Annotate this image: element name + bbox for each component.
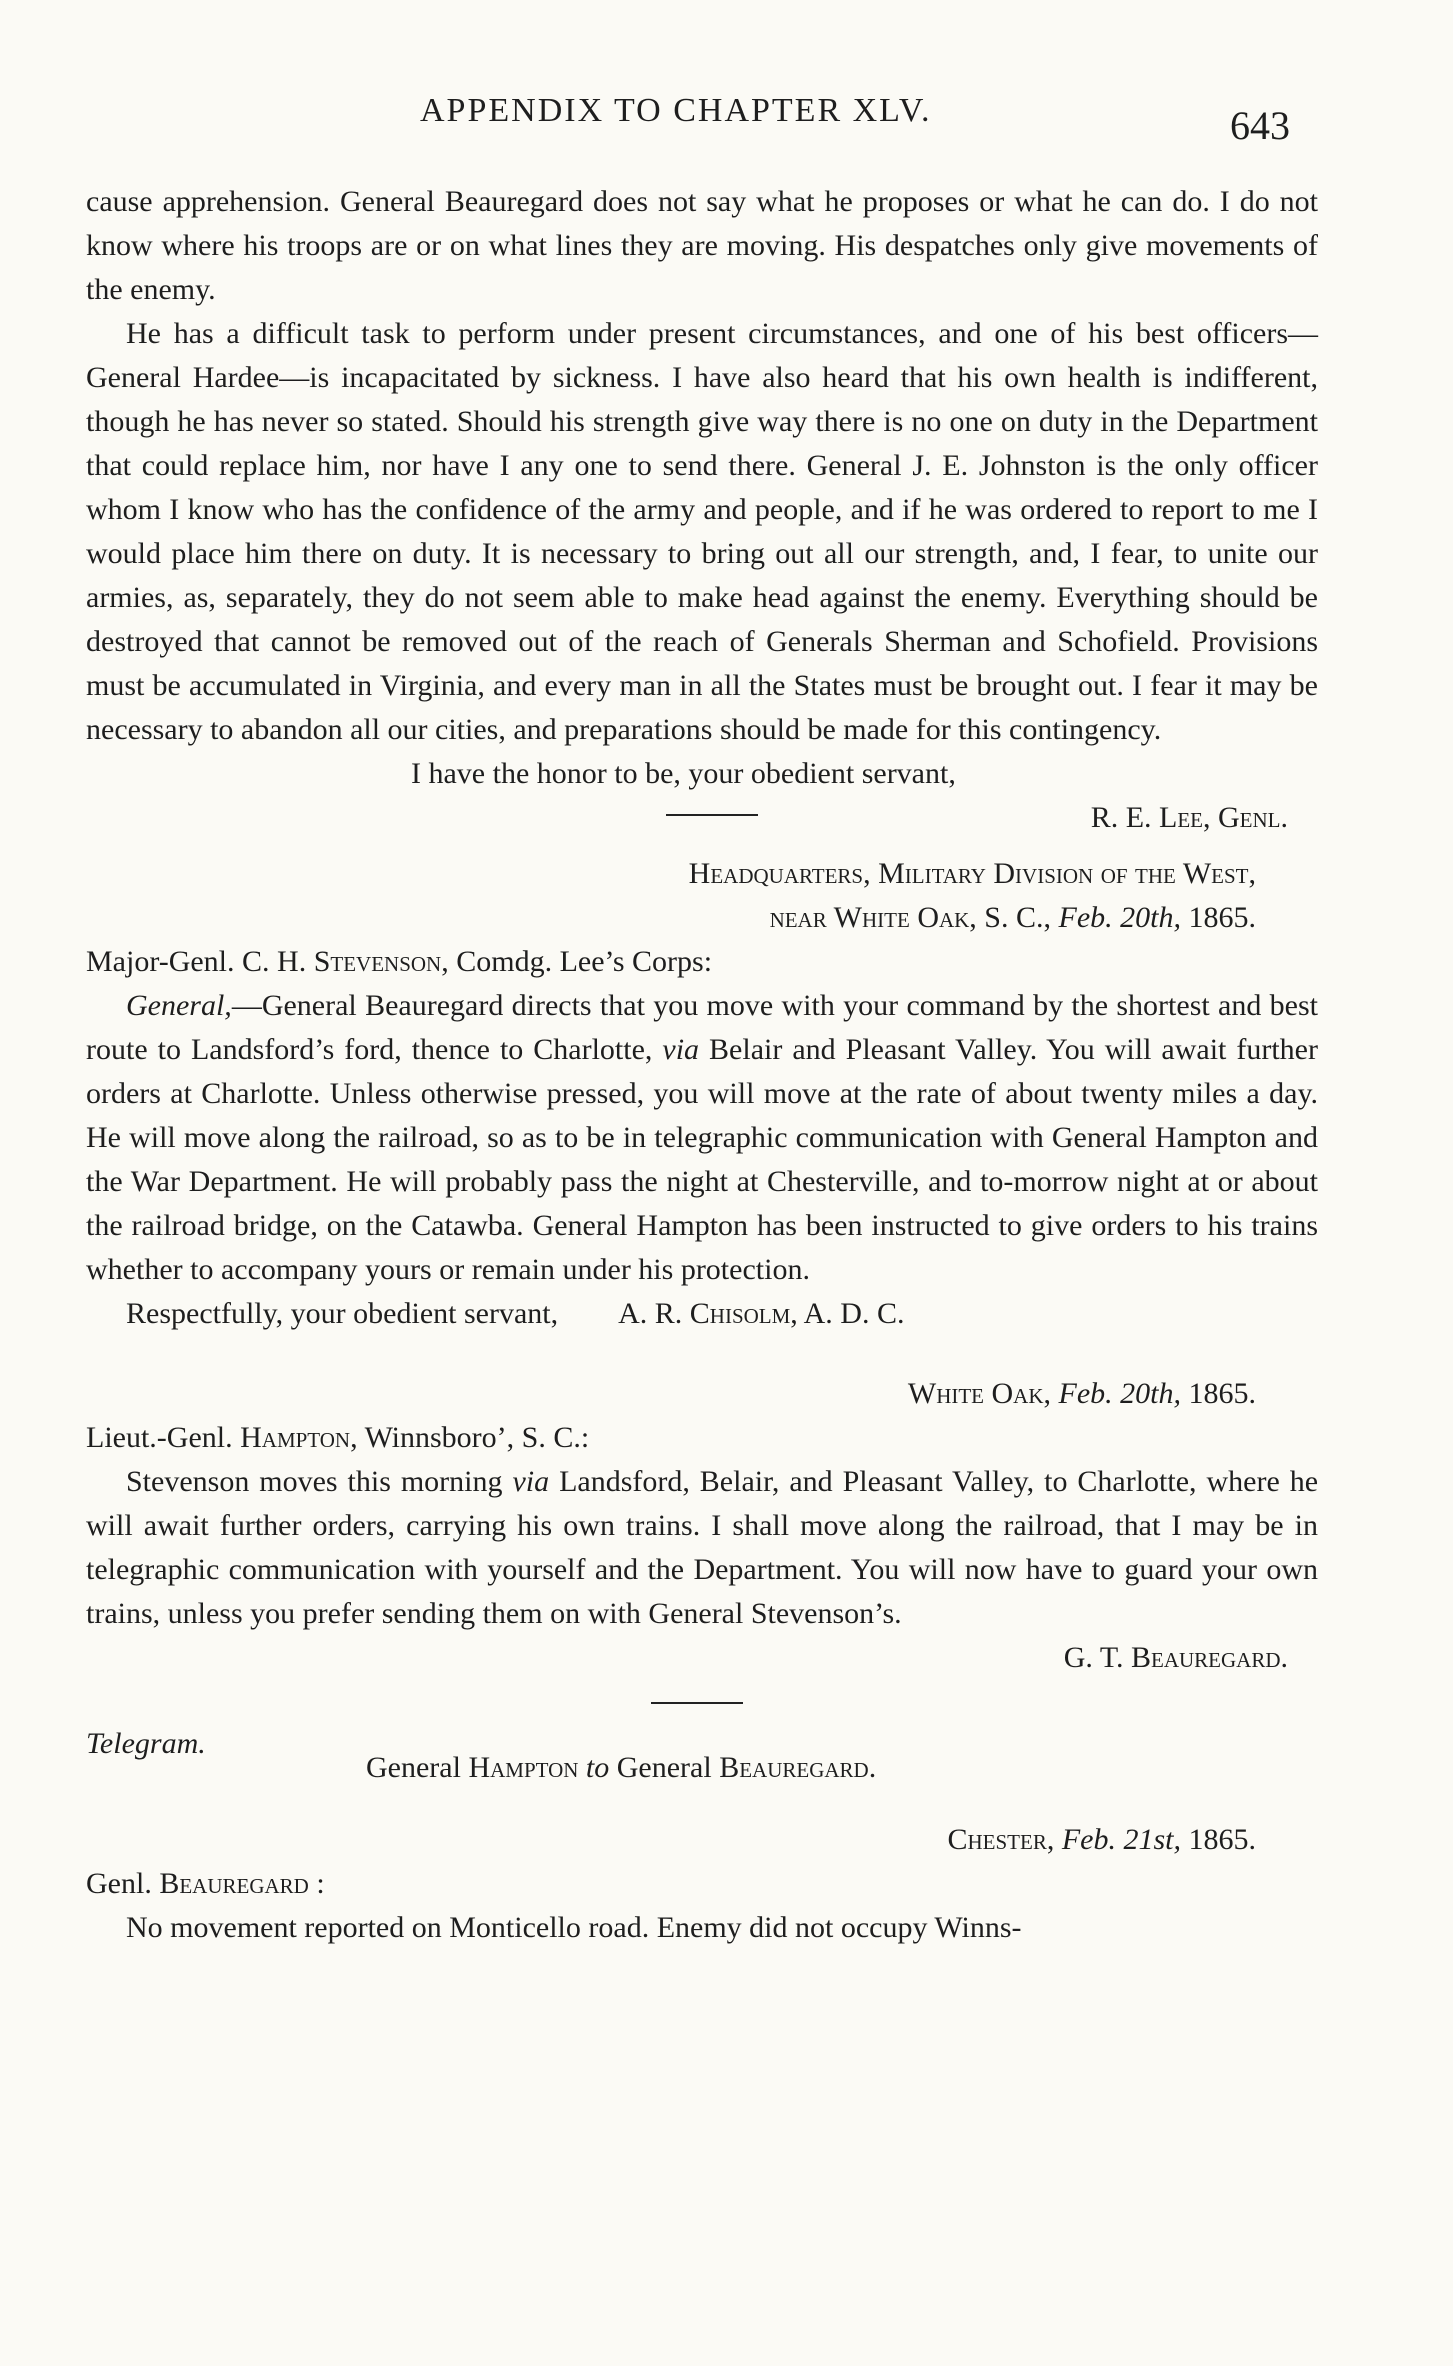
- letter4-heading-date: Feb. 21st,: [1061, 1823, 1181, 1856]
- telegram-title-general2: General: [616, 1751, 712, 1784]
- telegram-label: Telegram.: [86, 1727, 206, 1760]
- letter3-signature-line: [86, 1636, 1318, 1680]
- telegram-title-to-word: to: [585, 1751, 610, 1784]
- letter2-addressee-prefix: Major-Genl. C. H.: [86, 945, 307, 978]
- letter4-heading-place: Chester,: [947, 1823, 1055, 1856]
- letter2-addressee: [86, 940, 1318, 984]
- letter3-body: [86, 1460, 1318, 1636]
- page-number: 643: [1230, 103, 1290, 148]
- letter4-body: No movement reported on Monticello road. Enemy did not occupy Winns-: [126, 1911, 1022, 1944]
- telegram-header: [86, 1722, 1318, 1818]
- letter3-signature: G. T. Beauregard.: [1063, 1641, 1288, 1674]
- telegram-title-general: General: [366, 1751, 461, 1784]
- letter3-via: via: [512, 1465, 550, 1498]
- letter3-body-a: Stevenson moves this morning: [126, 1465, 503, 1498]
- page-body: [86, 180, 1318, 1950]
- letter2-addressee-name: Stevenson,: [313, 945, 449, 978]
- letter2-heading-place: near White Oak, S. C.,: [769, 901, 1052, 934]
- telegram-title-to: Beauregard.: [719, 1751, 877, 1784]
- telegram-title-from: Hampton: [468, 1751, 579, 1784]
- letter2-via: via: [662, 1033, 700, 1066]
- letter3-heading: [86, 1372, 1318, 1416]
- letter4-addressee-name: Beauregard: [159, 1867, 309, 1900]
- letter2-heading-org: Headquarters, Military Division of the West,: [688, 857, 1256, 890]
- letter2-heading-line1: [86, 852, 1318, 896]
- letter3-body-b: Landsford, Belair, and Pleasant Valley, to Charlotte, where he will await further orders, carrying his own trains. I shall move along the railroad, that I may be in telegraphic communication with yourself and the Department. You will now have to guard your own trains, unless you prefer sending them on with General Stevenson’s.: [86, 1465, 1319, 1630]
- letter3-addressee-suffix: Winnsboro’, S. C.:: [364, 1421, 590, 1454]
- page-header: [0, 92, 1453, 152]
- letter4-addressee-suffix: :: [316, 1867, 325, 1900]
- letter3-addressee: [86, 1416, 1318, 1460]
- letter4-addressee: [86, 1862, 1318, 1906]
- letter2-salutation: General,: [126, 989, 232, 1022]
- spacer: [86, 1336, 1318, 1372]
- letter1-paragraph-2: He has a difficult task to perform under present circumstances, and one of his best officers—General Hardee—is incapacitated by sickness. I have also heard that his own health is indifferent, though he has never so stated. Should his strength give way there is no one on duty in the Department that could replace him, nor have I any one to send there. General J. E. Johnston is the only officer whom I know who has the confidence of the army and people, and if he was ordered to report to me I would place him there on duty. It is necessary to bring out all our strength, and, I fear, to unite our armies, as, separately, they do not seem able to make head against the enemy. Everything should be destroyed that cannot be removed out of the reach of Generals Sherman and Schofield. Provisions must be accumulated in Virginia, and every man in all the States must be brought out. I fear it may be necessary to abandon all our cities, and preparations should be made for this contingency.: [86, 317, 1318, 746]
- letter3-heading-year: 1865.: [1188, 1377, 1256, 1410]
- letter3-heading-date: Feb. 20th,: [1058, 1377, 1181, 1410]
- letter1-closing: I have the honor to be, your obedient servant,: [411, 757, 956, 790]
- letter2-heading-year: 1865.: [1188, 901, 1256, 934]
- letter1-paragraph-1: cause apprehension. General Beauregard does not say what he proposes or what he can do. I do not know where his troops are or on what lines they are moving. His despatches only give movements of the enemy.: [86, 185, 1318, 306]
- letter2-body-a: —General Beauregard directs that you move with your command by the shortest and best route to Landsford’s ford, thence to Charlotte,: [86, 989, 1318, 1066]
- letter2-body: [86, 984, 1318, 1292]
- letter3-addressee-prefix: Lieut.-Genl.: [86, 1421, 233, 1454]
- letter4-addressee-prefix: Genl.: [86, 1867, 152, 1900]
- letter2-body-b: Belair and Pleasant Valley. You will await further orders at Charlotte. Unless otherwise pressed, you will move at the rate of about twenty miles a day. He will move along the railroad, so as to be in telegraphic communication with General Hampton and the War Department. He will probably pass the night at Chesterville, and to-morrow night at or about the railroad bridge, on the Catawba. General Hampton has been instructed to give orders to his trains whether to accompany yours or remain under his protection.: [86, 1033, 1318, 1286]
- letter2-heading-line2: [86, 896, 1318, 940]
- letter1-signature-text: R. E. Lee, Genl.: [1090, 801, 1288, 834]
- spacer: [86, 1704, 1318, 1722]
- letter4-heading-year: 1865.: [1188, 1823, 1256, 1856]
- letter2-closing: Respectfully, your obedient servant,: [126, 1297, 559, 1330]
- letter2-heading-date: Feb. 20th,: [1058, 901, 1181, 934]
- letter2-addressee-suffix: Comdg. Lee’s Corps:: [456, 945, 713, 978]
- letter3-heading-place: White Oak,: [907, 1377, 1052, 1410]
- letter4-heading: [86, 1818, 1318, 1862]
- letter2-closing-line: [86, 1292, 1318, 1336]
- telegram-title: [366, 1746, 876, 1790]
- running-head: APPENDIX TO CHAPTER XLV.: [420, 92, 932, 129]
- letter2-signature: A. R. Chisolm, A. D. C.: [618, 1297, 905, 1330]
- letter3-addressee-name: Hampton,: [240, 1421, 358, 1454]
